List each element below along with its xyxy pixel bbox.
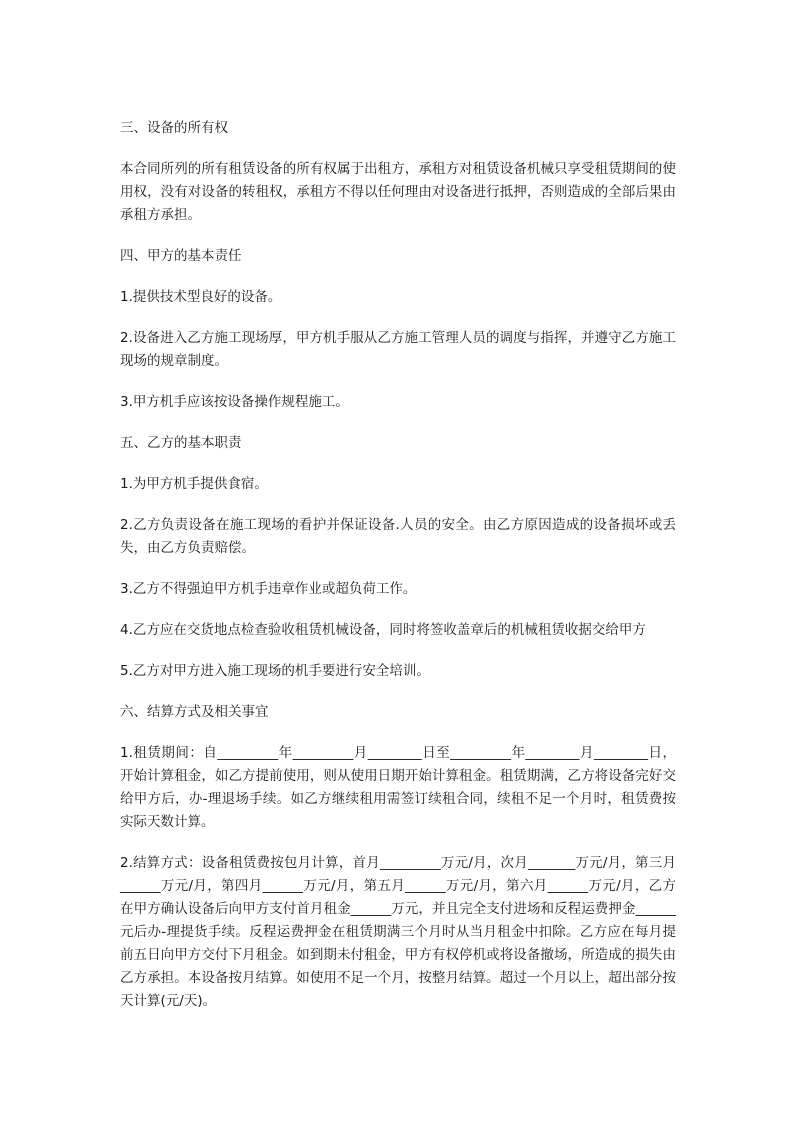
contract-body xyxy=(120,117,676,1031)
section-4-item-1: 1.提供技术型良好的设备。 xyxy=(120,289,282,305)
section-4-item-2: 2.设备进入乙方施工现场厚，甲方机手服从乙方施工管理人员的调度与指挥，并遵守乙方施工现场的规章制度。 xyxy=(120,330,676,369)
section-5-item-2: 2.乙方负责设备在施工现场的看护并保证设备.人员的安全。由乙方原因造成的设备损坏或丢失，由乙方负责赔偿。 xyxy=(120,517,676,556)
section-4-item-3: 3.甲方机手应该按设备操作规程施工。 xyxy=(120,394,349,410)
section-5-heading: 五、乙方的基本职责 xyxy=(120,435,242,451)
section-4-heading: 四、甲方的基本责任 xyxy=(120,248,242,264)
section-5-item-5: 5.乙方对甲方进入施工现场的机手要进行安全培训。 xyxy=(120,663,430,679)
section-6-item-1: 1.租赁期间：自_________年_________月________日至_________年________月________日，开始计算租金，如乙方提前使用，则从使用日期开始计算租金。租赁期满，乙方将设备完好交给甲方后，办-理退场手续。如乙方继续租用需签订续租合同，续租不足一个月时，租赁费按实际天数计算。 xyxy=(120,745,676,830)
section-5-item-4: 4.乙方应在交货地点检查验收租赁机械设备，同时将签收盖章后的机械租赁收据交给甲方 xyxy=(120,622,646,638)
section-5-item-1: 1.为甲方机手提供食宿。 xyxy=(120,476,268,492)
section-6-heading: 六、结算方式及相关事宜 xyxy=(120,704,269,720)
section-5-item-3: 3.乙方不得强迫甲方机手违章作业或超负荷工作。 xyxy=(120,581,417,597)
section-3-paragraph: 本合同所列的所有租赁设备的所有权属于出租方，承租方对租赁设备机械只享受租赁期间的使用权，没有对设备的转租权，承租方不得以任何理由对设备进行抵押，否则造成的全部后果由承租方承担。 xyxy=(120,161,676,223)
section-6-item-2: 2.结算方式：设备租赁费按包月计算，首月_________万元/月，次月_______万元/月，第三月______万元/月，第四月______万元/月，第五月______万元/月，第六月______万元/月，乙方在甲方确认设备后向甲方支付首月租金______万元，并且完全支付进场和反程运费押金______元后办-理提货手续。反程运费押金在租赁期满三个月时从当月租金中扣除。乙方应在每月提前五日向甲方交付下月租金。如到期未付租金，甲方有权停机或将设备撤场，所造成的损失由乙方承担。本设备按月结算。如使用不足一个月，按整月结算。超过一个月以上，超出部分按天计算(元/天)。 xyxy=(120,855,676,1009)
section-3-heading: 三、设备的所有权 xyxy=(120,120,228,136)
